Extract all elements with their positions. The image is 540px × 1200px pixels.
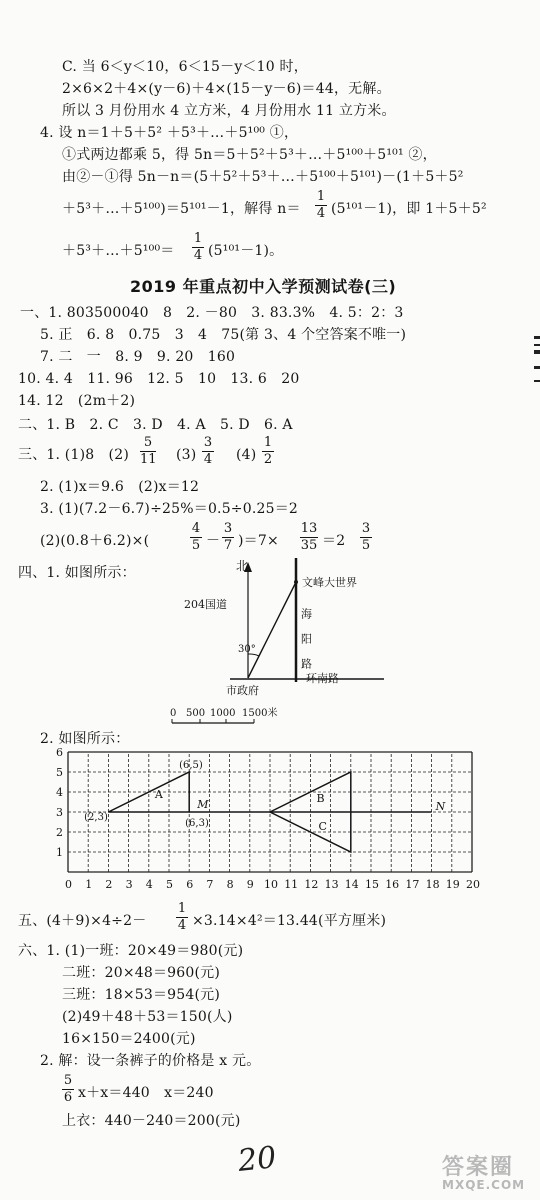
scale-label: 1000 [210,708,236,719]
binding-mark [534,366,540,369]
x-tick-label: 1 [85,878,93,891]
binding-mark [534,380,540,382]
text-line: 4. 设 n＝1＋5＋5² ＋5³＋…＋5¹⁰⁰ ①， [40,125,299,141]
y-tick-label: 4 [56,786,63,799]
text-line: － [206,533,221,549]
x-tick-label: 11 [284,878,299,891]
fraction: 4 5 [191,521,201,553]
x-tick-label: 7 [206,878,214,891]
fraction: 13 35 [300,521,318,553]
text-line: 2. 解：设一条裤子的价格是 x 元。 [40,1053,261,1069]
text-line: ＝2 [322,533,346,549]
city-hall-label: 市政府 [226,684,259,697]
text-line: 7. 二 一 8. 9 9. 20 160 [40,349,236,365]
x-tick-label: 5 [166,878,173,891]
fraction: 5 6 [63,1073,73,1105]
y-tick-label: 5 [56,766,63,779]
ring-road-label: 环南路 [306,672,339,685]
y-tick-label: 1 [56,846,63,859]
text-line: (2)49＋48＋53＝150(人) [62,1009,233,1025]
text-line: 二、1. B 2. C 3. D 4. A 5. D 6. A [18,417,293,433]
y-tick-label: 3 [56,806,63,819]
scale-label: 500 [186,708,206,719]
text-line: ＋5³＋…＋5¹⁰⁰)＝5¹⁰¹－1，解得 n＝ [62,201,301,217]
x-tick-label: 20 [466,878,480,891]
text-line: (5¹⁰¹－1)，即 1＋5＋5² [331,201,487,217]
binding-mark [534,344,540,346]
text-line: 2. (1)x＝9.6 (2)x＝12 [40,479,200,495]
text-line: C. 当 6＜y＜10，6＜15－y＜10 时， [62,59,308,75]
y-tick-label: 6 [56,746,63,759]
text-line: ×3.14×4²＝13.44(平方厘米) [192,913,387,929]
section-title: 2019 年重点初中入学预测试卷(三) [130,277,397,296]
fraction: 5 11 [140,435,157,467]
x-tick-label: 6 [186,878,194,891]
text-line: ①式两边都乘 5，得 5n＝5＋5²＋5³＋…＋5¹⁰⁰＋5¹⁰¹ ②， [62,147,437,163]
label-c: C [318,820,327,833]
map-figure [160,548,400,728]
point-label: (2,3) [84,812,108,823]
text-line: 六、1. (1)一班：20×49＝980(元) [18,943,244,959]
label-n: N [435,800,446,813]
binding-mark [534,350,540,354]
text-line: 2. 如图所示： [40,731,130,747]
x-tick-label: 13 [324,878,339,891]
x-tick-label: 0 [65,878,72,891]
text-line: 四、1. 如图所示： [18,565,136,581]
north-label: 北 [236,559,249,573]
text-line: 3. (1)(7.2－6.7)÷25%＝0.5÷0.25＝2 [40,501,299,517]
text-line: 五、(4＋9)×4÷2－ [18,913,147,929]
scale-label: 0 [170,708,177,719]
label-m: M [197,798,209,811]
grid-ticks [56,746,480,891]
label-a: A [154,788,163,801]
x-tick-label: 2 [105,878,113,891]
fraction: 1 4 [316,189,326,221]
scale-label: 1500米 [242,708,278,719]
text-line: 5. 正 6. 8 0.75 3 4 75(第 3、4 个空答案不唯一) [40,327,407,343]
x-tick-label: 14 [344,878,359,891]
text-line: ＋5³＋…＋5¹⁰⁰＝ [62,243,175,259]
text-line: (2)(0.8＋6.2)×( [40,533,150,549]
wenfeng-label: 文峰大世界 [302,576,357,589]
fraction: 1 2 [263,435,273,467]
text-line: 一、1. 803500040 8 2. －80 3. 83.3% 4. 5：2：3 [20,305,404,321]
point-label: (6,3) [185,818,209,829]
text-line: 10. 4. 4 11. 96 12. 5 10 13. 6 20 [18,371,300,387]
x-tick-label: 3 [125,878,133,891]
text-line: (4) [236,447,257,463]
page-number: 20 [236,1140,278,1179]
watermark-url: MXQE.COM [442,1178,526,1192]
text-line: 上衣：440－240＝200(元) [62,1113,241,1129]
fraction: 3 7 [223,521,233,553]
y-tick-label: 2 [56,826,63,839]
text-line: 所以 3 月份用水 4 立方米，4 月份用水 11 立方米。 [62,103,396,119]
text-line: (5¹⁰¹－1)。 [208,243,284,259]
fraction: 1 4 [177,901,187,933]
x-tick-label: 9 [246,878,254,891]
binding-mark [534,336,540,339]
text-line: 16×150＝2400(元) [62,1031,196,1047]
watermark-logo: 答案圈 [442,1155,515,1180]
text-line: x＋x＝440 x＝240 [78,1085,214,1101]
x-tick-label: 17 [405,878,420,891]
x-tick-label: 16 [385,878,400,891]
fraction: 1 4 [193,231,203,263]
road-side-label: 海阳路 [299,608,313,683]
text-line: 三班：18×53＝954(元) [62,987,221,1003]
x-tick-label: 12 [304,878,319,891]
x-tick-label: 4 [145,878,153,891]
x-tick-label: 10 [264,878,278,891]
fraction: 3 5 [361,521,371,553]
angle-label: 30° [238,644,256,655]
text-line: 14. 12 (2m＋2) [18,393,136,409]
x-tick-label: 19 [445,878,460,891]
text-line: 三、1. (1)8 (2) [18,447,129,463]
label-b: B [316,792,325,805]
text-line: 2×6×2＋4×(y－6)＋4×(15－y－6)＝44，无解。 [62,81,391,97]
x-tick-label: 8 [226,878,234,891]
road-204-label: 204国道 [184,598,227,611]
grid-figure [52,744,484,894]
point-label: (6,5) [179,760,203,771]
x-tick-label: 15 [365,878,379,891]
text-line: 由②－①得 5n－n＝(5＋5²＋5³＋…＋5¹⁰⁰＋5¹⁰¹)－(1＋5＋5² [62,169,464,185]
text-line: 二班：20×48＝960(元) [62,965,221,981]
text-line: )＝7× [238,533,279,549]
text-line: (3) [176,447,197,463]
fraction: 3 4 [203,435,213,467]
x-tick-label: 18 [425,878,440,891]
